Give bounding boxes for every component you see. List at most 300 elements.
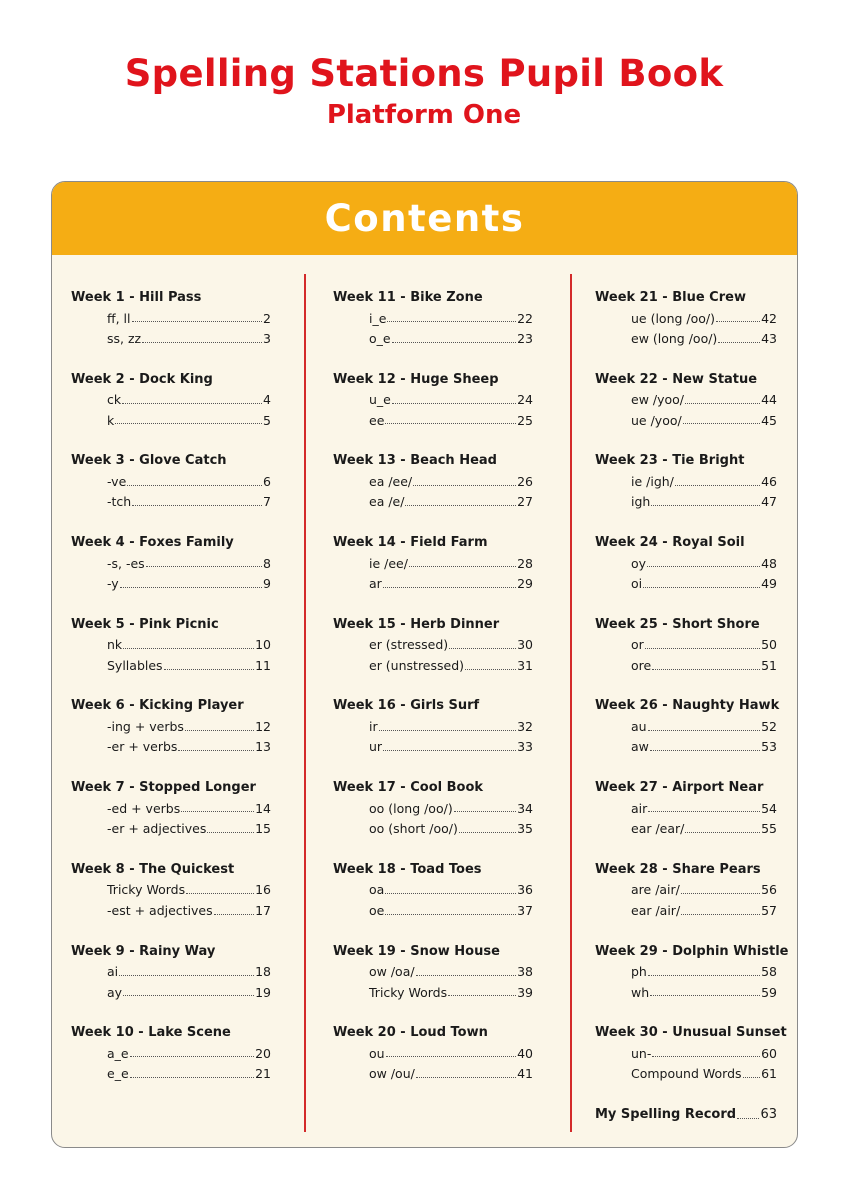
spelling-record-entry (595, 1105, 777, 1126)
dot-leader (181, 811, 254, 812)
week-title: Week 16 - Girls Surf (333, 698, 480, 714)
week-section (71, 860, 271, 942)
week-title: Week 26 - Naughty Hawk (595, 698, 780, 714)
week-section (71, 1023, 271, 1105)
entry-page-number: 5 (263, 412, 271, 428)
entry-label: ou (369, 1045, 385, 1061)
entry-page-number: 51 (761, 657, 777, 673)
dot-leader (683, 423, 760, 424)
book-title: Spelling Stations Pupil Book (124, 52, 724, 95)
week-title: Week 15 - Herb Dinner (333, 616, 500, 632)
entry-label: ee (369, 412, 385, 428)
week-title: Week 6 - Kicking Player (71, 698, 244, 714)
toc-entry (333, 799, 533, 820)
entry-label: ea /ee/ (369, 473, 413, 489)
week-title: Week 17 - Cool Book (333, 780, 484, 796)
week-title: Week 12 - Huge Sheep (333, 371, 499, 387)
entry-label: er (unstressed) (369, 657, 465, 673)
dot-leader (123, 648, 254, 649)
toc-entry (595, 656, 777, 677)
toc-entry (333, 737, 533, 758)
entry-page-number: 14 (255, 800, 271, 816)
week-title: Week 11 - Bike Zone (333, 290, 483, 305)
week-section (333, 533, 533, 615)
contents-panel (51, 181, 798, 1148)
entry-label: ew (long /oo/) (631, 331, 718, 346)
dot-leader (387, 321, 516, 322)
entry-page-number: 33 (517, 739, 533, 755)
toc-entry (595, 574, 777, 595)
toc-entry (595, 1064, 777, 1085)
entry-label: -y (107, 576, 119, 592)
week-title: Week 30 - Unusual Sunset (595, 1025, 787, 1041)
entry-label: -er + verbs (107, 739, 178, 755)
toc-entry (71, 901, 271, 922)
toc-entry (71, 574, 271, 595)
entry-label: -ve (107, 473, 127, 489)
dot-leader (643, 587, 760, 588)
toc-entry (595, 962, 777, 983)
week-title: Week 22 - New Statue (595, 371, 758, 387)
toc-entry (71, 737, 271, 758)
entry-page-number: 8 (263, 555, 271, 571)
dot-leader (652, 669, 760, 670)
toc-entry (71, 1044, 271, 1065)
toc-entry (595, 309, 777, 330)
week-title: Week 19 - Snow House (333, 943, 500, 959)
dot-leader (383, 587, 516, 588)
week-title: Week 10 - Lake Scene (71, 1025, 231, 1041)
entry-page-number: 34 (517, 800, 533, 816)
entry-page-number: 23 (517, 331, 533, 346)
entry-page-number: 17 (255, 902, 271, 918)
entry-page-number: 11 (255, 657, 271, 673)
entry-label: nk (107, 637, 123, 653)
week-section (333, 942, 533, 1024)
toc-entry (71, 390, 271, 411)
entry-page-number: 7 (263, 494, 271, 510)
entry-page-number: 39 (517, 984, 533, 1000)
toc-entry (71, 635, 271, 656)
entry-page-number: 21 (255, 1066, 271, 1082)
entry-label: ph (631, 964, 647, 979)
week-section (595, 696, 780, 778)
dot-leader (115, 423, 262, 424)
week-section (71, 696, 271, 778)
entry-page-number: 19 (255, 984, 271, 1000)
week-section (595, 860, 777, 942)
dot-leader (385, 423, 516, 424)
entry-page-number: 28 (517, 555, 533, 571)
toc-entry (333, 901, 533, 922)
dot-leader (132, 321, 263, 322)
toc-entry (71, 1064, 271, 1085)
entry-label: oy (631, 555, 647, 571)
entry-label: ar (369, 576, 382, 592)
dot-leader (132, 505, 262, 506)
week-title: Week 9 - Rainy Way (71, 943, 216, 959)
dot-leader (119, 975, 254, 976)
entry-label: o_e (369, 331, 391, 346)
dot-leader (651, 505, 760, 506)
toc-entry (71, 983, 271, 1004)
week-section (333, 288, 533, 370)
week-section (333, 696, 533, 778)
toc-entry (333, 819, 533, 840)
entry-page-number: 49 (761, 576, 777, 592)
toc-entry (71, 819, 271, 840)
entry-page-number: 12 (255, 718, 271, 734)
week-section (595, 778, 777, 860)
dot-leader (454, 811, 516, 812)
dot-leader (130, 1077, 254, 1078)
toc-entry (595, 799, 777, 820)
toc-entry (71, 799, 271, 820)
entry-page-number: 16 (255, 882, 271, 898)
entry-label: Syllables (107, 657, 163, 673)
entry-label: oo (short /oo/) (369, 821, 458, 837)
week-section (71, 778, 271, 860)
toc-entry (71, 717, 271, 738)
toc-entry (333, 635, 533, 656)
dot-leader (716, 321, 760, 322)
entry-label: ea /e/ (369, 494, 405, 510)
entry-label: ear /ear/ (631, 821, 685, 837)
dot-leader (648, 811, 760, 812)
toc-entry (333, 656, 533, 677)
dot-leader (416, 1077, 516, 1078)
entry-page-number: 37 (517, 902, 533, 918)
dot-leader (130, 1056, 254, 1057)
dot-leader (647, 566, 760, 567)
week-title: Week 18 - Toad Toes (333, 861, 482, 877)
entry-page-number: 40 (517, 1045, 533, 1061)
entry-label: k (107, 412, 115, 428)
week-section (595, 288, 777, 370)
toc-entry (595, 819, 777, 840)
entry-page-number: 50 (761, 637, 777, 653)
dot-leader (650, 995, 760, 996)
toc-entry (595, 983, 777, 1004)
entry-label: au (631, 718, 647, 734)
week-title: Week 27 - Airport Near (595, 780, 764, 796)
entry-page-number: 46 (761, 473, 777, 489)
dot-leader (385, 914, 516, 915)
entry-label: Compound Words (631, 1066, 742, 1082)
dot-leader (383, 750, 516, 751)
entry-page-number: 41 (517, 1066, 533, 1082)
dot-leader (127, 485, 262, 486)
week-title: Week 3 - Glove Catch (71, 453, 227, 469)
entry-label: air (631, 800, 648, 816)
entry-page-number: 13 (255, 739, 271, 755)
dot-leader (120, 587, 262, 588)
toc-entry (71, 962, 271, 983)
entry-page-number: 4 (263, 392, 271, 408)
toc-entry (333, 390, 533, 411)
dot-leader (186, 893, 254, 894)
entry-page-number: 60 (761, 1045, 777, 1061)
entry-label: -tch (107, 494, 132, 510)
entry-page-number: 54 (761, 800, 777, 816)
week-section (595, 370, 777, 452)
entry-label: My Spelling Record (595, 1106, 737, 1122)
dot-leader (648, 975, 760, 976)
dot-leader (409, 566, 516, 567)
entry-page-number: 32 (517, 718, 533, 734)
entry-page-number: 35 (517, 821, 533, 837)
entry-label: ue /yoo/ (631, 412, 682, 428)
entry-label: oa (369, 882, 385, 898)
dot-leader (465, 669, 516, 670)
entry-page-number: 31 (517, 657, 533, 673)
dot-leader (385, 893, 516, 894)
entry-label: un- (631, 1045, 652, 1061)
entry-page-number: 3 (263, 331, 271, 346)
entry-page-number: 55 (761, 821, 777, 837)
toc-entry (333, 554, 533, 575)
entry-page-number: 45 (761, 412, 777, 428)
dot-leader (207, 832, 254, 833)
toc-entry (333, 492, 533, 513)
week-section (333, 370, 533, 452)
entry-page-number: 53 (761, 739, 777, 755)
toc-entry (595, 411, 777, 432)
dot-leader (413, 485, 516, 486)
entry-page-number: 56 (761, 882, 777, 898)
week-section (595, 615, 777, 697)
entry-label: u_e (369, 392, 391, 408)
week-title: Week 2 - Dock King (71, 371, 213, 387)
entry-label: ore (631, 657, 652, 673)
entry-label: igh (631, 494, 651, 510)
toc-entry (333, 1044, 533, 1065)
column-divider (304, 274, 306, 1132)
week-section (595, 533, 777, 615)
entry-label: oe (369, 902, 385, 918)
toc-entry (595, 901, 777, 922)
dot-leader (123, 995, 254, 996)
toc-entry (595, 635, 777, 656)
entry-label: i_e (369, 310, 387, 326)
week-title: Week 28 - Share Pears (595, 861, 761, 877)
entry-label: Tricky Words (369, 984, 448, 1000)
entry-label: ss, zz (107, 331, 142, 346)
entry-page-number: 2 (263, 310, 271, 326)
toc-entry (595, 880, 777, 901)
entry-page-number: 43 (761, 331, 777, 346)
toc-entry (71, 554, 271, 575)
entry-page-number: 42 (761, 310, 777, 326)
week-section (595, 1023, 787, 1105)
week-section (595, 451, 777, 533)
entry-page-number: 61 (761, 1066, 777, 1082)
entry-page-number: 24 (517, 392, 533, 408)
entry-page-number: 58 (761, 964, 777, 979)
toc-entry (333, 574, 533, 595)
dot-leader (459, 832, 516, 833)
toc-entry (333, 329, 533, 350)
week-title: Week 13 - Beach Head (333, 453, 497, 469)
week-title: Week 7 - Stopped Longer (71, 780, 256, 796)
week-title: Week 25 - Short Shore (595, 616, 760, 632)
dot-leader (718, 342, 760, 343)
week-section (71, 288, 271, 370)
entry-label: ie /igh/ (631, 473, 674, 489)
toc-entry (71, 411, 271, 432)
week-title: Week 5 - Pink Picnic (71, 616, 219, 632)
week-section (333, 778, 533, 860)
dot-leader (416, 975, 517, 976)
entry-page-number: 9 (263, 576, 271, 592)
dot-leader (392, 403, 516, 404)
dot-leader (743, 1077, 761, 1078)
toc-entry (333, 1064, 533, 1085)
toc-entry (333, 411, 533, 432)
entry-label: or (631, 637, 644, 653)
week-section (333, 860, 533, 942)
dot-leader (379, 730, 516, 731)
entry-page-number: 36 (517, 882, 533, 898)
dot-leader (405, 505, 516, 506)
week-title: Week 8 - The Quickest (71, 861, 235, 877)
dot-leader (214, 914, 254, 915)
toc-entry (595, 554, 777, 575)
entry-label: Tricky Words (107, 882, 186, 898)
toc-entry (595, 492, 777, 513)
entry-label: aw (631, 739, 649, 755)
toc-entry (595, 329, 777, 350)
dot-leader (737, 1118, 759, 1119)
entry-page-number: 47 (761, 494, 777, 510)
toc-entry (71, 309, 271, 330)
entry-label: oi (631, 576, 643, 592)
entry-label: ie /ee/ (369, 555, 408, 571)
entry-label: ow /oa/ (369, 964, 415, 979)
entry-label: ur (369, 739, 383, 755)
entry-page-number: 59 (761, 984, 777, 1000)
week-section (333, 451, 533, 533)
toc-entry (595, 717, 777, 738)
entry-label: e_e (107, 1066, 129, 1082)
week-section (71, 942, 271, 1024)
entry-label: ew /yoo/ (631, 392, 685, 408)
entry-page-number: 30 (517, 637, 533, 653)
entry-label: ff, ll (107, 310, 131, 326)
dot-leader (122, 403, 262, 404)
entry-page-number: 48 (761, 555, 777, 571)
entry-page-number: 6 (263, 473, 271, 489)
contents-heading: Contents (324, 197, 525, 240)
dot-leader (685, 403, 760, 404)
toc-entry (71, 329, 271, 350)
week-section (333, 615, 533, 697)
entry-page-number: 57 (761, 902, 777, 918)
dot-leader (142, 342, 262, 343)
dot-leader (164, 669, 255, 670)
toc-entry (71, 656, 271, 677)
entry-page-number: 29 (517, 576, 533, 592)
dot-leader (448, 995, 516, 996)
entry-page-number: 15 (255, 821, 271, 837)
toc-entry (333, 962, 533, 983)
toc-entry (71, 492, 271, 513)
entry-label: ai (107, 964, 119, 979)
book-subtitle: Platform One (326, 100, 522, 130)
dot-leader (392, 342, 517, 343)
entry-label: -ing + verbs (107, 718, 184, 734)
week-title: Week 29 - Dolphin Whistle (595, 943, 789, 959)
entry-label: ir (369, 718, 378, 734)
week-section (71, 533, 271, 615)
dot-leader (449, 648, 516, 649)
dot-leader (178, 750, 254, 751)
entry-page-number: 27 (517, 494, 533, 510)
dot-leader (681, 914, 760, 915)
dot-leader (185, 730, 254, 731)
toc-entry (595, 472, 777, 493)
week-title: Week 4 - Foxes Family (71, 535, 234, 551)
dot-leader (652, 1056, 760, 1057)
entry-page-number: 26 (517, 473, 533, 489)
entry-label: oo (long /oo/) (369, 800, 453, 816)
dot-leader (386, 1056, 517, 1057)
week-section (595, 942, 789, 1024)
week-title: Week 21 - Blue Crew (595, 290, 746, 305)
dot-leader (681, 893, 760, 894)
dot-leader (645, 648, 760, 649)
entry-label: ue (long /oo/) (631, 310, 716, 326)
toc-entry (333, 880, 533, 901)
week-section (71, 451, 271, 533)
week-title: Week 1 - Hill Pass (71, 290, 202, 305)
contents-header-band (52, 182, 797, 255)
contents-column-3 (595, 288, 789, 1125)
toc-entry (333, 717, 533, 738)
week-section (333, 1023, 533, 1105)
dot-leader (675, 485, 760, 486)
entry-label: ay (107, 984, 123, 1000)
entry-label: -ed + verbs (107, 800, 181, 816)
entry-page-number: 63 (760, 1106, 777, 1122)
column-divider (570, 274, 572, 1132)
entry-page-number: 25 (517, 412, 533, 428)
toc-entry (595, 737, 777, 758)
week-title: Week 20 - Loud Town (333, 1025, 488, 1041)
toc-entry (595, 1044, 777, 1065)
entry-page-number: 38 (517, 964, 533, 979)
contents-column-1 (71, 288, 271, 1105)
dot-leader (650, 750, 760, 751)
entry-label: are /air/ (631, 882, 680, 898)
dot-leader (685, 832, 760, 833)
toc-entry (333, 983, 533, 1004)
entry-label: -er + adjectives (107, 821, 207, 837)
entry-page-number: 52 (761, 718, 777, 734)
week-title: Week 14 - Field Farm (333, 535, 488, 551)
toc-entry (71, 472, 271, 493)
toc-entry (333, 309, 533, 330)
contents-column-2 (333, 288, 533, 1105)
entry-label: ow /ou/ (369, 1066, 415, 1082)
entry-page-number: 22 (517, 310, 533, 326)
entry-page-number: 44 (761, 392, 777, 408)
toc-entry (71, 880, 271, 901)
toc-entry (333, 472, 533, 493)
entry-label: ck (107, 392, 122, 408)
entry-label: er (stressed) (369, 637, 449, 653)
week-section (71, 615, 271, 697)
